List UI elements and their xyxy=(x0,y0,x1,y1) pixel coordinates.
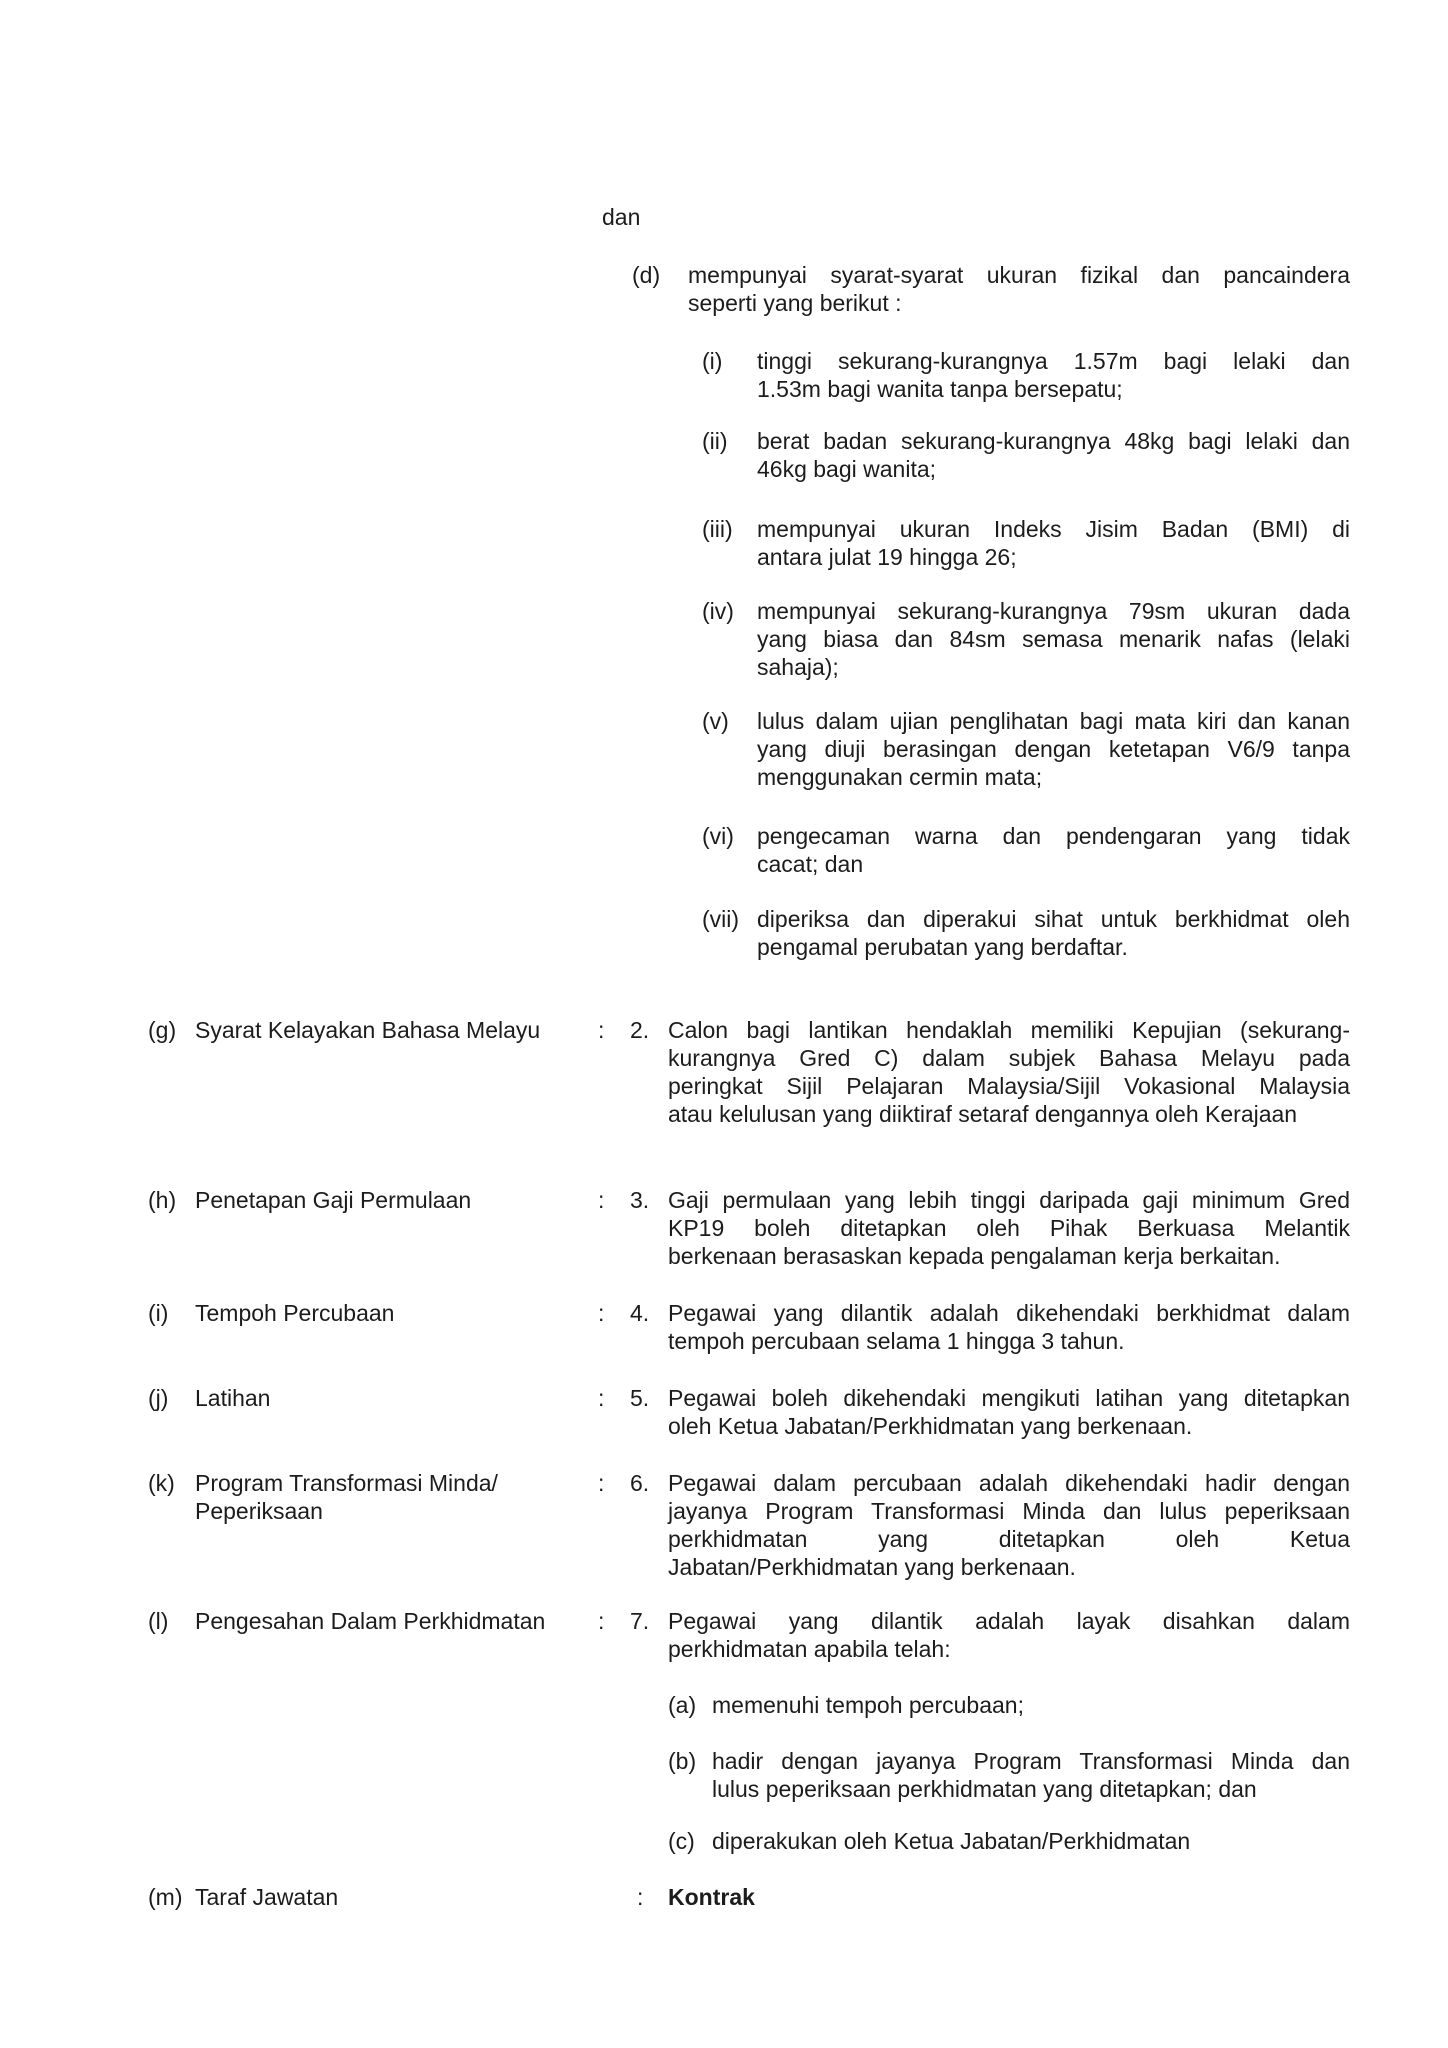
row-k-number: 6. xyxy=(630,1470,650,1496)
physical-req-text-vii: diperiksa dan diperakui sihat untuk berkhidmat oleh pengamal perubatan yang berdaftar. xyxy=(757,906,1350,960)
row-k-marker: (k) xyxy=(148,1470,175,1496)
physical-req-text-ii: berat badan sekurang-kurangnya 48kg bagi lelaki dan 46kg bagi wanita; xyxy=(757,428,1350,482)
row-i-text: Pegawai yang dilantik adalah dikehendaki berkhidmat dalam tempoh percubaan selama 1 hingga 3 tahun. xyxy=(668,1300,1350,1354)
row-l-subitem-a-marker: (a) xyxy=(668,1692,697,1718)
physical-req-text-vi: pengecaman warna dan pendengaran yang tidak cacat; dan xyxy=(757,823,1350,877)
row-g-number: 2. xyxy=(630,1017,650,1043)
row-l-colon: : xyxy=(598,1608,605,1634)
physical-req-marker-vii: (vii) xyxy=(702,906,740,932)
row-l-subitem-c-text: diperakukan oleh Ketua Jabatan/Perkhidmatan xyxy=(712,1828,1191,1854)
row-h-marker: (h) xyxy=(148,1187,177,1213)
row-g-colon: : xyxy=(598,1017,605,1043)
row-l-subitem-a-text: memenuhi tempoh percubaan; xyxy=(712,1692,1024,1718)
row-m-label: Taraf Jawatan xyxy=(195,1884,339,1910)
row-j-number: 5. xyxy=(630,1385,650,1411)
physical-req-marker-v: (v) xyxy=(702,708,729,734)
physical-req-text-i: tinggi sekurang-kurangnya 1.57m bagi lelaki dan 1.53m bagi wanita tanpa bersepatu; xyxy=(757,348,1350,402)
row-l-number: 7. xyxy=(630,1608,650,1634)
row-i-label: Tempoh Percubaan xyxy=(195,1300,395,1326)
row-i-colon: : xyxy=(598,1300,605,1326)
row-h-number: 3. xyxy=(630,1187,650,1213)
row-l-marker: (l) xyxy=(148,1608,169,1634)
row-j-marker: (j) xyxy=(148,1385,169,1411)
row-l-subitem-c-marker: (c) xyxy=(668,1828,695,1854)
row-k-text: Pegawai dalam percubaan adalah dikehendaki hadir dengan jayanya Program Transformasi Minda dan lulus peperiksaan perkhidmatan yang ditetapkan oleh Ketua Jabatan/Perkhidmatan yang berkenaan. xyxy=(668,1470,1350,1580)
row-g-marker: (g) xyxy=(148,1017,177,1043)
physical-req-text-iv: mempunyai sekurang-kurangnya 79sm ukuran dada yang biasa dan 84sm semasa menarik nafas (lelaki sahaja); xyxy=(757,598,1350,680)
item-d-text: mempunyai syarat-syarat ukuran fizikal dan pancaindera seperti yang berikut : xyxy=(688,262,1350,316)
row-j-text: Pegawai boleh dikehendaki mengikuti latihan yang ditetapkan oleh Ketua Jabatan/Perkhidmatan yang berkenaan. xyxy=(668,1385,1350,1439)
physical-req-marker-i: (i) xyxy=(702,348,723,374)
physical-req-marker-ii: (ii) xyxy=(702,428,728,454)
physical-req-marker-vi: (vi) xyxy=(702,823,734,849)
row-k-label: Program Transformasi Minda/ Peperiksaan xyxy=(195,1470,498,1524)
physical-req-marker-iii: (iii) xyxy=(702,516,733,542)
row-l-label: Pengesahan Dalam Perkhidmatan xyxy=(195,1608,546,1634)
row-m-marker: (m) xyxy=(148,1884,183,1910)
row-l-text: Pegawai yang dilantik adalah layak disahkan dalam perkhidmatan apabila telah: xyxy=(668,1608,1350,1662)
row-h-colon: : xyxy=(598,1187,605,1213)
row-i-marker: (i) xyxy=(148,1300,169,1326)
row-k-colon: : xyxy=(598,1470,605,1496)
row-g-text: Calon bagi lantikan hendaklah memiliki Kepujian (sekurang- kurangnya Gred C) dalam subjek Bahasa Melayu pada peringkat Sijil Pelajaran Malaysia/Sijil Vokasional Malaysia atau kelulusan yang diiktiraf setaraf dengannya oleh Kerajaan xyxy=(668,1017,1350,1127)
row-g-label: Syarat Kelayakan Bahasa Melayu xyxy=(195,1017,541,1043)
row-i-number: 4. xyxy=(630,1300,650,1326)
row-l-subitem-b-text: hadir dengan jayanya Program Transformasi Minda dan lulus peperiksaan perkhidmatan yang ditetapkan; dan xyxy=(712,1748,1350,1802)
physical-req-text-iii: mempunyai ukuran Indeks Jisim Badan (BMI) di antara julat 19 hingga 26; xyxy=(757,516,1350,570)
physical-req-marker-iv: (iv) xyxy=(702,598,734,624)
row-m-value: Kontrak xyxy=(668,1884,755,1910)
continuation-word: dan xyxy=(602,204,641,230)
row-h-text: Gaji permulaan yang lebih tinggi daripada gaji minimum Gred KP19 boleh ditetapkan oleh Pihak Berkuasa Melantik berkenaan berasaskan kepada pengalaman kerja berkaitan. xyxy=(668,1187,1350,1269)
row-h-label: Penetapan Gaji Permulaan xyxy=(195,1187,472,1213)
row-l-subitem-b-marker: (b) xyxy=(668,1748,697,1774)
row-j-colon: : xyxy=(598,1385,605,1411)
row-j-label: Latihan xyxy=(195,1385,271,1411)
item-d-marker: (d) xyxy=(632,262,661,288)
row-m-colon: : xyxy=(637,1884,644,1910)
physical-req-text-v: lulus dalam ujian penglihatan bagi mata kiri dan kanan yang diuji berasingan dengan ketetapan V6/9 tanpa menggunakan cermin mata; xyxy=(757,708,1350,790)
